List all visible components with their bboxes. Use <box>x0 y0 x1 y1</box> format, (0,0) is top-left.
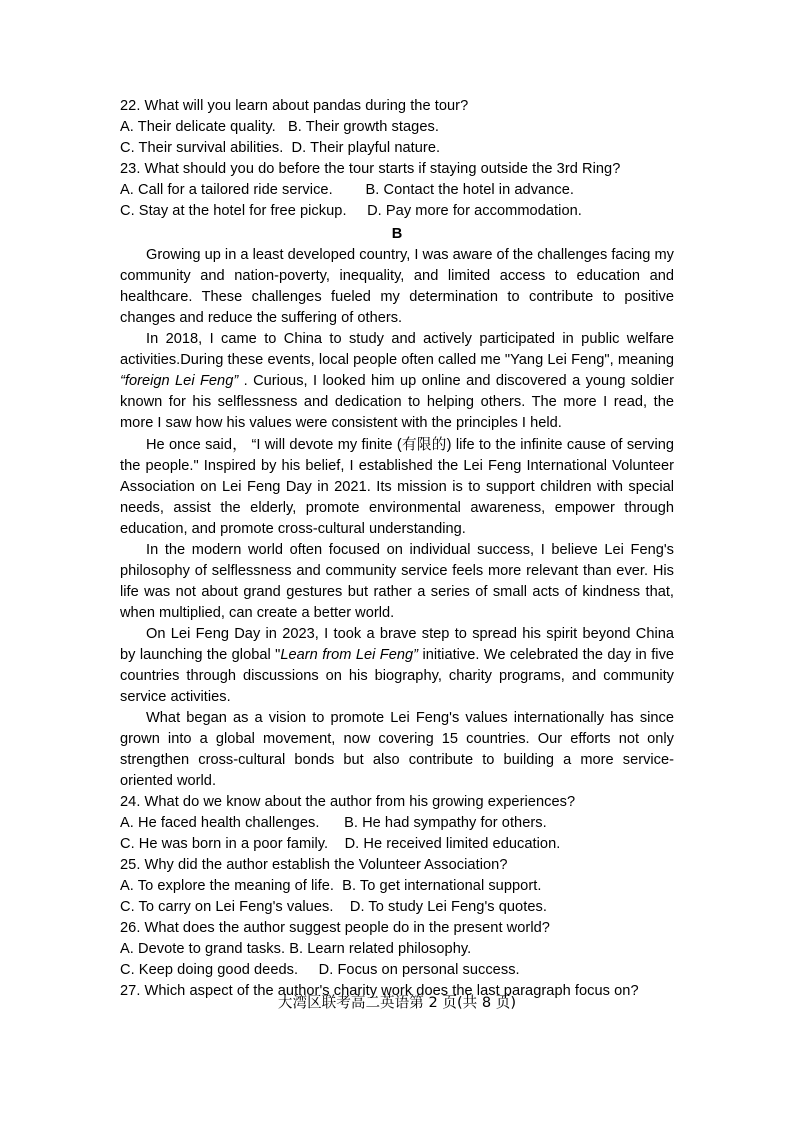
paragraph-2-text-b: . Curious, I looked him up online and discovered a young soldier known for his selflessness and dedication to helping others. The more I read, the more I saw how his values were consistent with the principles I held. <box>120 373 674 431</box>
exam-page-body <box>120 96 674 1002</box>
paragraph-5-quote-text: Learn from Lei Feng <box>280 647 414 663</box>
question-block-bottom <box>120 792 674 1002</box>
question-options-26-ab: A. Devote to grand tasks. B. Learn related philosophy. <box>120 941 472 957</box>
question-options-25-cd: C. To carry on Lei Feng's values. D. To study Lei Feng's quotes. <box>120 899 547 915</box>
paragraph-5-quote-close: ” <box>413 647 419 663</box>
passage-paragraph-3 <box>120 434 674 540</box>
question-stem-26: 26. What does the author suggest people do in the present world? <box>120 920 550 936</box>
paragraph-3-chinese-gloss: 有限的 <box>401 436 447 453</box>
question-options-22-cd: C. Their survival abilities. D. Their playful nature. <box>120 140 441 156</box>
passage-paragraph-2 <box>120 329 674 434</box>
paragraph-2-quote-open: “ <box>120 373 125 389</box>
passage-paragraph-4: In the modern world often focused on individual success, I believe Lei Feng's philosophy of selflessness and community service feels more relevant than ever. His life was not about grand gestures but rather a series of small acts of kindness that, when multiplied, can create a better world. <box>120 542 674 621</box>
page-footer: 大湾区联考高二英语第 2 页(共 8 页) <box>277 994 517 1011</box>
paragraph-2-text-a: In 2018, I came to China to study and actively participated in public welfare activities.During these events, local people often called me "Yang Lei Feng", meaning <box>120 331 674 368</box>
paragraph-2-quote-close: ” <box>233 373 239 389</box>
question-options-24-cd: C. He was born in a poor family. D. He received limited education. <box>120 836 561 852</box>
paragraph-2-quote-text: foreign Lei Feng <box>124 373 234 389</box>
question-stem-22: 22. What will you learn about pandas during the tour? <box>120 98 469 114</box>
question-stem-25: 25. Why did the author establish the Volunteer Association? <box>120 857 508 873</box>
question-options-25-ab: A. To explore the meaning of life. B. To get international support. <box>120 878 542 894</box>
question-stem-23: 23. What should you do before the tour starts if staying outside the 3rd Ring? <box>120 161 621 177</box>
question-options-24-ab: A. He faced health challenges. B. He had sympathy for others. <box>120 815 547 831</box>
passage-paragraph-1: Growing up in a least developed country, I was aware of the challenges facing my community and nation-poverty, inequality, and limited access to education and healthcare. These challenges fueled my determination to contribute to positive changes and reduce the suffering of others. <box>120 247 674 326</box>
question-options-22-ab: A. Their delicate quality. B. Their growth stages. <box>120 119 439 135</box>
question-options-26-cd: C. Keep doing good deeds. D. Focus on personal success. <box>120 962 520 978</box>
paragraph-3-text-a: He once said， “I will devote my finite ( <box>146 437 402 453</box>
paragraph-3-text-b: ) life to the infinite cause of serving the people." Inspired by his belief, I established the Lei Feng International Volunteer Association on Lei Feng Day in 2021. Its mission is to support children with special needs, assist the elderly, promote environmental awareness, empower through education, and promote cross-cultural understanding. <box>120 437 675 537</box>
question-options-23-ab: A. Call for a tailored ride service. B. Contact the hotel in advance. <box>120 182 574 198</box>
question-options-23-cd: C. Stay at the hotel for free pickup. D. Pay more for accommodation. <box>120 203 582 219</box>
paragraph-5-text-a: On Lei Feng Day in 2023, I took a brave step to spread his spirit beyond China by launching the global " <box>120 626 674 663</box>
paragraph-5-text-b: initiative. We celebrated the day in five countries through discussions on his biography, charity programs, and community service activities. <box>120 647 675 705</box>
question-block-top <box>120 96 674 222</box>
section-label-b: B <box>391 226 403 242</box>
passage-paragraph-5 <box>120 624 674 708</box>
passage-paragraph-6: What began as a vision to promote Lei Feng's values internationally has since grown into a global movement, now covering 15 countries. Our efforts not only strengthen cross-cultural bonds but also contribute to building a more service-oriented world. <box>120 710 674 789</box>
question-stem-24: 24. What do we know about the author from his growing experiences? <box>120 794 576 810</box>
question-stem-27: 27. Which aspect of the author's charity work does the last paragraph focus on? <box>120 983 639 999</box>
